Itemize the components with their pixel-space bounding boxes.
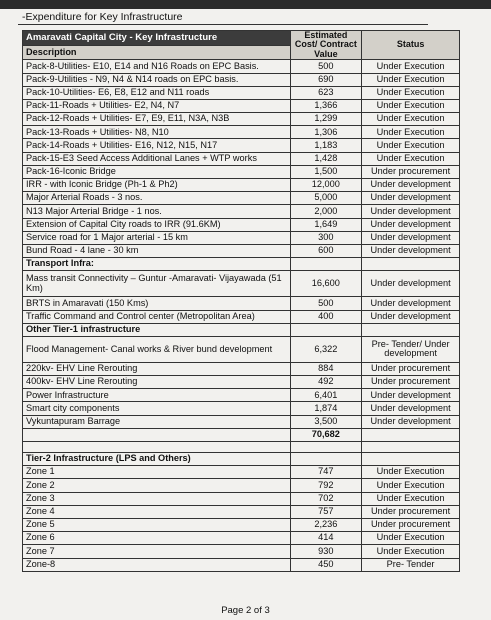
empty-cell: [290, 323, 362, 336]
top-dark-band: [0, 0, 491, 9]
status-cell: Under Execution: [362, 545, 460, 558]
cost-cell: 747: [290, 466, 362, 479]
cost-cell: 792: [290, 479, 362, 492]
cost-cell: 492: [290, 376, 362, 389]
table-row: [23, 558, 460, 571]
table-row: [23, 466, 460, 479]
cost-cell: 2,236: [290, 518, 362, 531]
table-row: [23, 505, 460, 518]
cost-cell: 1,366: [290, 99, 362, 112]
status-cell: Under Execution: [362, 139, 460, 152]
cost-cell: 6,401: [290, 389, 362, 402]
empty-cell: [362, 258, 460, 271]
cost-cell: 690: [290, 73, 362, 86]
table-row: [23, 244, 460, 257]
spacer-row: [23, 442, 460, 453]
cost-cell: 400: [290, 310, 362, 323]
description-cell: Extension of Capital City roads to IRR (91.6KM): [23, 218, 291, 231]
status-cell: Under Execution: [362, 466, 460, 479]
status-cell: Under development: [362, 244, 460, 257]
description-cell: Vykuntapuram Barrage: [23, 415, 291, 428]
table-row: [23, 415, 460, 428]
status-cell: Under development: [362, 310, 460, 323]
description-cell: 220kv- EHV Line Rerouting: [23, 362, 291, 375]
table-row: [23, 362, 460, 375]
cost-cell: 600: [290, 244, 362, 257]
description-cell: Zone 4: [23, 505, 291, 518]
table-row: [23, 479, 460, 492]
cost-cell: 757: [290, 505, 362, 518]
table-row: [23, 179, 460, 192]
status-cell: Under procurement: [362, 362, 460, 375]
description-cell: Bund Road - 4 lane - 30 km: [23, 244, 291, 257]
empty-cell: [362, 453, 460, 466]
status-cell: Under development: [362, 218, 460, 231]
infrastructure-table: [22, 30, 460, 572]
status-cell: Under Execution: [362, 99, 460, 112]
status-cell: Under Execution: [362, 86, 460, 99]
table-row: [23, 126, 460, 139]
section-label: Other Tier-1 infrastructure: [23, 323, 291, 336]
table-row: [23, 376, 460, 389]
description-cell: [23, 428, 291, 441]
spacer-cell: [362, 442, 460, 453]
description-cell: Service road for 1 Major arterial - 15 km: [23, 231, 291, 244]
status-cell: Pre- Tender: [362, 558, 460, 571]
table-row: [23, 297, 460, 310]
heading-underline: [18, 24, 428, 25]
cost-cell: 5,000: [290, 192, 362, 205]
table-row: [23, 99, 460, 112]
status-cell: Under Execution: [362, 479, 460, 492]
total-cost-cell: 70,682: [290, 428, 362, 441]
spacer-cell: [23, 442, 291, 453]
cost-cell: 702: [290, 492, 362, 505]
table-header-row-1: [23, 31, 460, 46]
status-cell: Under Execution: [362, 60, 460, 73]
description-cell: Major Arterial Roads - 3 nos.: [23, 192, 291, 205]
status-cell: Under development: [362, 389, 460, 402]
status-cell: Under Execution: [362, 113, 460, 126]
cost-cell: 1,428: [290, 152, 362, 165]
status-cell: Under Execution: [362, 73, 460, 86]
description-cell: Mass transit Connectivity – Guntur -Amaravati- Vijayawada (51 Km): [23, 271, 291, 297]
status-cell: Under development: [362, 271, 460, 297]
table-row: [23, 271, 460, 297]
spacer-cell: [290, 442, 362, 453]
description-cell: Traffic Command and Control center (Metropolitan Area): [23, 310, 291, 323]
description-cell: 400kv- EHV Line Rerouting: [23, 376, 291, 389]
status-cell: Under procurement: [362, 165, 460, 178]
cost-cell: 623: [290, 86, 362, 99]
status-cell: Under development: [362, 402, 460, 415]
cost-cell: 1,306: [290, 126, 362, 139]
header-description: Description: [23, 45, 291, 60]
table-row: [23, 73, 460, 86]
table-row: [23, 152, 460, 165]
cost-cell: 884: [290, 362, 362, 375]
table-row: [23, 545, 460, 558]
description-cell: N13 Major Arterial Bridge - 1 nos.: [23, 205, 291, 218]
table-row: [23, 205, 460, 218]
cost-cell: 300: [290, 231, 362, 244]
description-cell: Flood Management- Canal works & River bund development: [23, 336, 291, 362]
table-row: [23, 492, 460, 505]
status-cell: Under Execution: [362, 152, 460, 165]
cost-cell: 414: [290, 532, 362, 545]
cost-cell: 500: [290, 297, 362, 310]
empty-cell: [362, 323, 460, 336]
table-row: [23, 192, 460, 205]
description-cell: Smart city components: [23, 402, 291, 415]
table-row: [23, 139, 460, 152]
cost-cell: 930: [290, 545, 362, 558]
description-cell: Pack-14-Roads + Utilities- E16, N12, N15, N17: [23, 139, 291, 152]
status-cell: Under Execution: [362, 126, 460, 139]
status-cell: Under development: [362, 179, 460, 192]
description-cell: Zone-8: [23, 558, 291, 571]
header-status: Status: [362, 31, 460, 60]
description-cell: IRR - with Iconic Bridge (Ph-1 & Ph2): [23, 179, 291, 192]
status-cell: Under procurement: [362, 518, 460, 531]
description-cell: Pack-13-Roads + Utilities- N8, N10: [23, 126, 291, 139]
status-cell: [362, 428, 460, 441]
cost-cell: 1,500: [290, 165, 362, 178]
cost-cell: 450: [290, 558, 362, 571]
status-cell: Under procurement: [362, 376, 460, 389]
description-cell: Pack-12-Roads + Utilities- E7, E9, E11, N3A, N3B: [23, 113, 291, 126]
section-label: Tier-2 Infrastructure (LPS and Others): [23, 453, 291, 466]
table-row: [23, 336, 460, 362]
cost-cell: 500: [290, 60, 362, 73]
cost-cell: 16,600: [290, 271, 362, 297]
cost-cell: 3,500: [290, 415, 362, 428]
cost-cell: 12,000: [290, 179, 362, 192]
description-cell: Pack-8-Utilities- E10, E14 and N16 Roads on EPC Basis.: [23, 60, 291, 73]
description-cell: Power Infrastructure: [23, 389, 291, 402]
status-cell: Under development: [362, 205, 460, 218]
description-cell: Zone 2: [23, 479, 291, 492]
description-cell: Pack-16-Iconic Bridge: [23, 165, 291, 178]
table-row: [23, 60, 460, 73]
description-cell: Pack-11-Roads + Utilities- E2, N4, N7: [23, 99, 291, 112]
header-cost: Estimated Cost/ Contract Value: [290, 31, 362, 60]
description-cell: Zone 5: [23, 518, 291, 531]
table-row: [23, 165, 460, 178]
description-cell: Pack-9-Utilities - N9, N4 & N14 roads on EPC basis.: [23, 73, 291, 86]
section-label: Transport Infra:: [23, 258, 291, 271]
status-cell: Under Execution: [362, 532, 460, 545]
status-cell: Under Execution: [362, 492, 460, 505]
status-cell: Under development: [362, 297, 460, 310]
status-cell: Pre- Tender/ Under development: [362, 336, 460, 362]
description-cell: Pack-15-E3 Seed Access Additional Lanes + WTP works: [23, 152, 291, 165]
section-row: [23, 258, 460, 271]
description-cell: BRTS in Amaravati (150 Kms): [23, 297, 291, 310]
status-cell: Under development: [362, 415, 460, 428]
table-body: [23, 60, 460, 571]
status-cell: Under development: [362, 192, 460, 205]
table-row: [23, 389, 460, 402]
status-cell: Under development: [362, 231, 460, 244]
empty-cell: [290, 453, 362, 466]
section-row: [23, 323, 460, 336]
cost-cell: 2,000: [290, 205, 362, 218]
section-heading: -Expenditure for Key Infrastructure: [22, 11, 183, 23]
cost-cell: 1,183: [290, 139, 362, 152]
table-row: [23, 518, 460, 531]
table-row: [23, 86, 460, 99]
status-cell: Under procurement: [362, 505, 460, 518]
table-row: [23, 532, 460, 545]
table-row: [23, 402, 460, 415]
table-row: [23, 231, 460, 244]
cost-cell: 1,299: [290, 113, 362, 126]
empty-cell: [290, 258, 362, 271]
section-row: [23, 453, 460, 466]
cost-cell: 1,874: [290, 402, 362, 415]
page-footer: Page 2 of 3: [221, 605, 270, 616]
table-title: Amaravati Capital City - Key Infrastructure: [23, 31, 291, 46]
description-cell: Zone 6: [23, 532, 291, 545]
total-row: [23, 428, 460, 441]
cost-cell: 1,649: [290, 218, 362, 231]
description-cell: Zone 3: [23, 492, 291, 505]
description-cell: Pack-10-Utilities- E6, E8, E12 and N11 roads: [23, 86, 291, 99]
description-cell: Zone 7: [23, 545, 291, 558]
table-row: [23, 113, 460, 126]
description-cell: Zone 1: [23, 466, 291, 479]
cost-cell: 6,322: [290, 336, 362, 362]
table-row: [23, 310, 460, 323]
table-row: [23, 218, 460, 231]
